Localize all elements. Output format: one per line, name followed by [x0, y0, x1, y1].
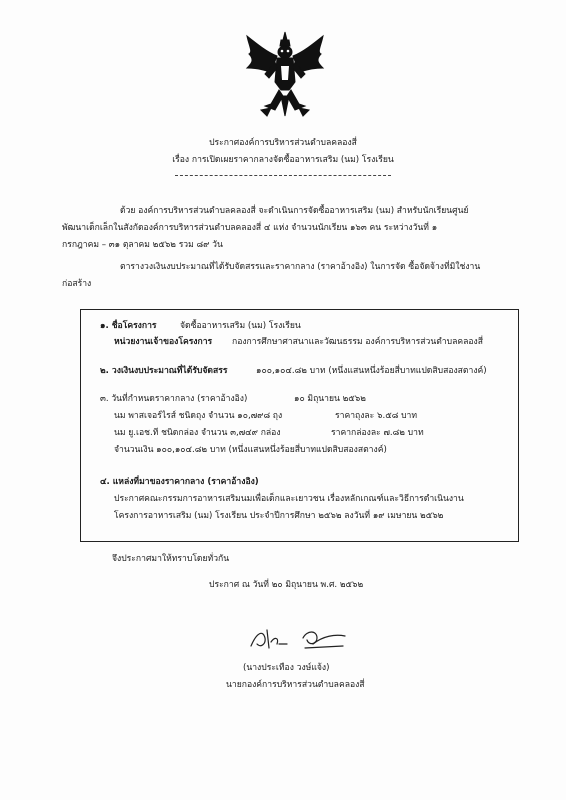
price-source-line2: โครงการอาหารเสริม (นม) โรงเรียน ประจำปีการศึกษา ๒๕๖๒ ลงวันที่ ๑๙ เมษายน ๒๕๖๒ [114, 511, 444, 521]
garuda-emblem-icon [241, 30, 329, 118]
total-amount: จำนวนเงิน ๑๐๐,๑๐๔.๘๒ บาท (หนึ่งแสนหนึ่งร้อยสี่บาทแปดสิบสองสตางค์) [114, 445, 387, 455]
budget-value: ๑๐๐,๑๐๔.๘๒ บาท (หนึ่งแสนหนึ่งร้อยสี่บาทแปดสิบสองสตางค์) [256, 366, 487, 376]
intro-paragraph-line3: กรกฎาคม – ๓๑ ตุลาคม ๒๕๖๒ รวม ๘๙ วัน [62, 240, 223, 250]
project-owner-label: หน่วยงานเจ้าของโครงการ [114, 337, 213, 347]
title-divider [175, 175, 391, 176]
intro-paragraph-line1: ด้วย องค์การบริหารส่วนตำบลคลองสี่ จะดำเนินการจัดซื้ออาหารเสริม (นม) สำหรับนักเรียนศูนย์ [120, 206, 469, 216]
signatory-name: (นางประเทือง วงษ์แจ้ง) [243, 663, 330, 673]
milk-carton-price: ราคากล่องละ ๗.๘๒ บาท [331, 428, 424, 438]
project-name-label: ๑. ชื่อโครงการ [100, 321, 157, 331]
project-owner-value: กองการศึกษาศาสนาและวัฒนธรรม องค์การบริหารส่วนตำบลคลองสี่ [232, 337, 483, 347]
project-name-value: จัดซื้ออาหารเสริม (นม) โรงเรียน [180, 321, 301, 331]
announcement-title: ประกาศองค์การบริหารส่วนตำบลคลองสี่ [209, 138, 357, 148]
budget-paragraph-line1: ตารางวงเงินงบประมาณที่ได้รับจัดสรรและราคากลาง (ราคาอ้างอิง) ในการจัด ซื้อจัดจ้างที่มิใช่งาน [120, 262, 481, 272]
reference-date-label: ๓. วันที่กำหนดราคากลาง (ราคาอ้างอิง) [100, 394, 248, 404]
announce-date: ประกาศ ณ วันที่ ๒๐ มิถุนายน พ.ศ. ๒๕๖๒ [209, 580, 364, 590]
milk-pouch-price: ราคาถุงละ ๖.๕๘ บาท [335, 411, 418, 421]
budget-paragraph-line2: ก่อสร้าง [62, 279, 92, 289]
intro-paragraph-line2: พัฒนาเด็กเล็กในสังกัดองค์การบริหารส่วนตำบลคลองสี่ ๔ แห่ง จำนวนนักเรียน ๑๖๓ คน ระหว่างวันที่ ๑ [62, 223, 438, 233]
budget-label: ๒. วงเงินงบประมาณที่ได้รับจัดสรร [100, 366, 228, 376]
announcement-subject: เรื่อง การเปิดเผยราคากลางจัดซื้ออาหารเสริม (นม) โรงเรียน [172, 155, 394, 165]
announce-closing: จึงประกาศมาให้ทราบโดยทั่วกัน [112, 554, 230, 564]
milk-carton-item: นม ยู.เอช.ที ชนิดกล่อง จำนวน ๓,๗๔๙ กล่อง [114, 428, 281, 438]
price-source-line1: ประกาศคณะกรรมการอาหารเสริมนมเพื่อเด็กและเยาวชน เรื่องหลักเกณฑ์และวิธีการดำเนินงาน [114, 494, 464, 504]
milk-pouch-item: นม พาสเจอร์ไรส์ ชนิดถุง จำนวน ๑๐,๗๙๘ ถุง [114, 411, 283, 421]
reference-date-value: ๑๐ มิถุนายน ๒๕๖๒ [294, 394, 366, 404]
signatory-position: นายกองค์การบริหารส่วนตำบลคลองสี่ [226, 680, 365, 690]
signature-image [243, 624, 353, 654]
price-source-label: ๔. แหล่งที่มาของราคากลาง (ราคาอ้างอิง) [100, 477, 259, 487]
